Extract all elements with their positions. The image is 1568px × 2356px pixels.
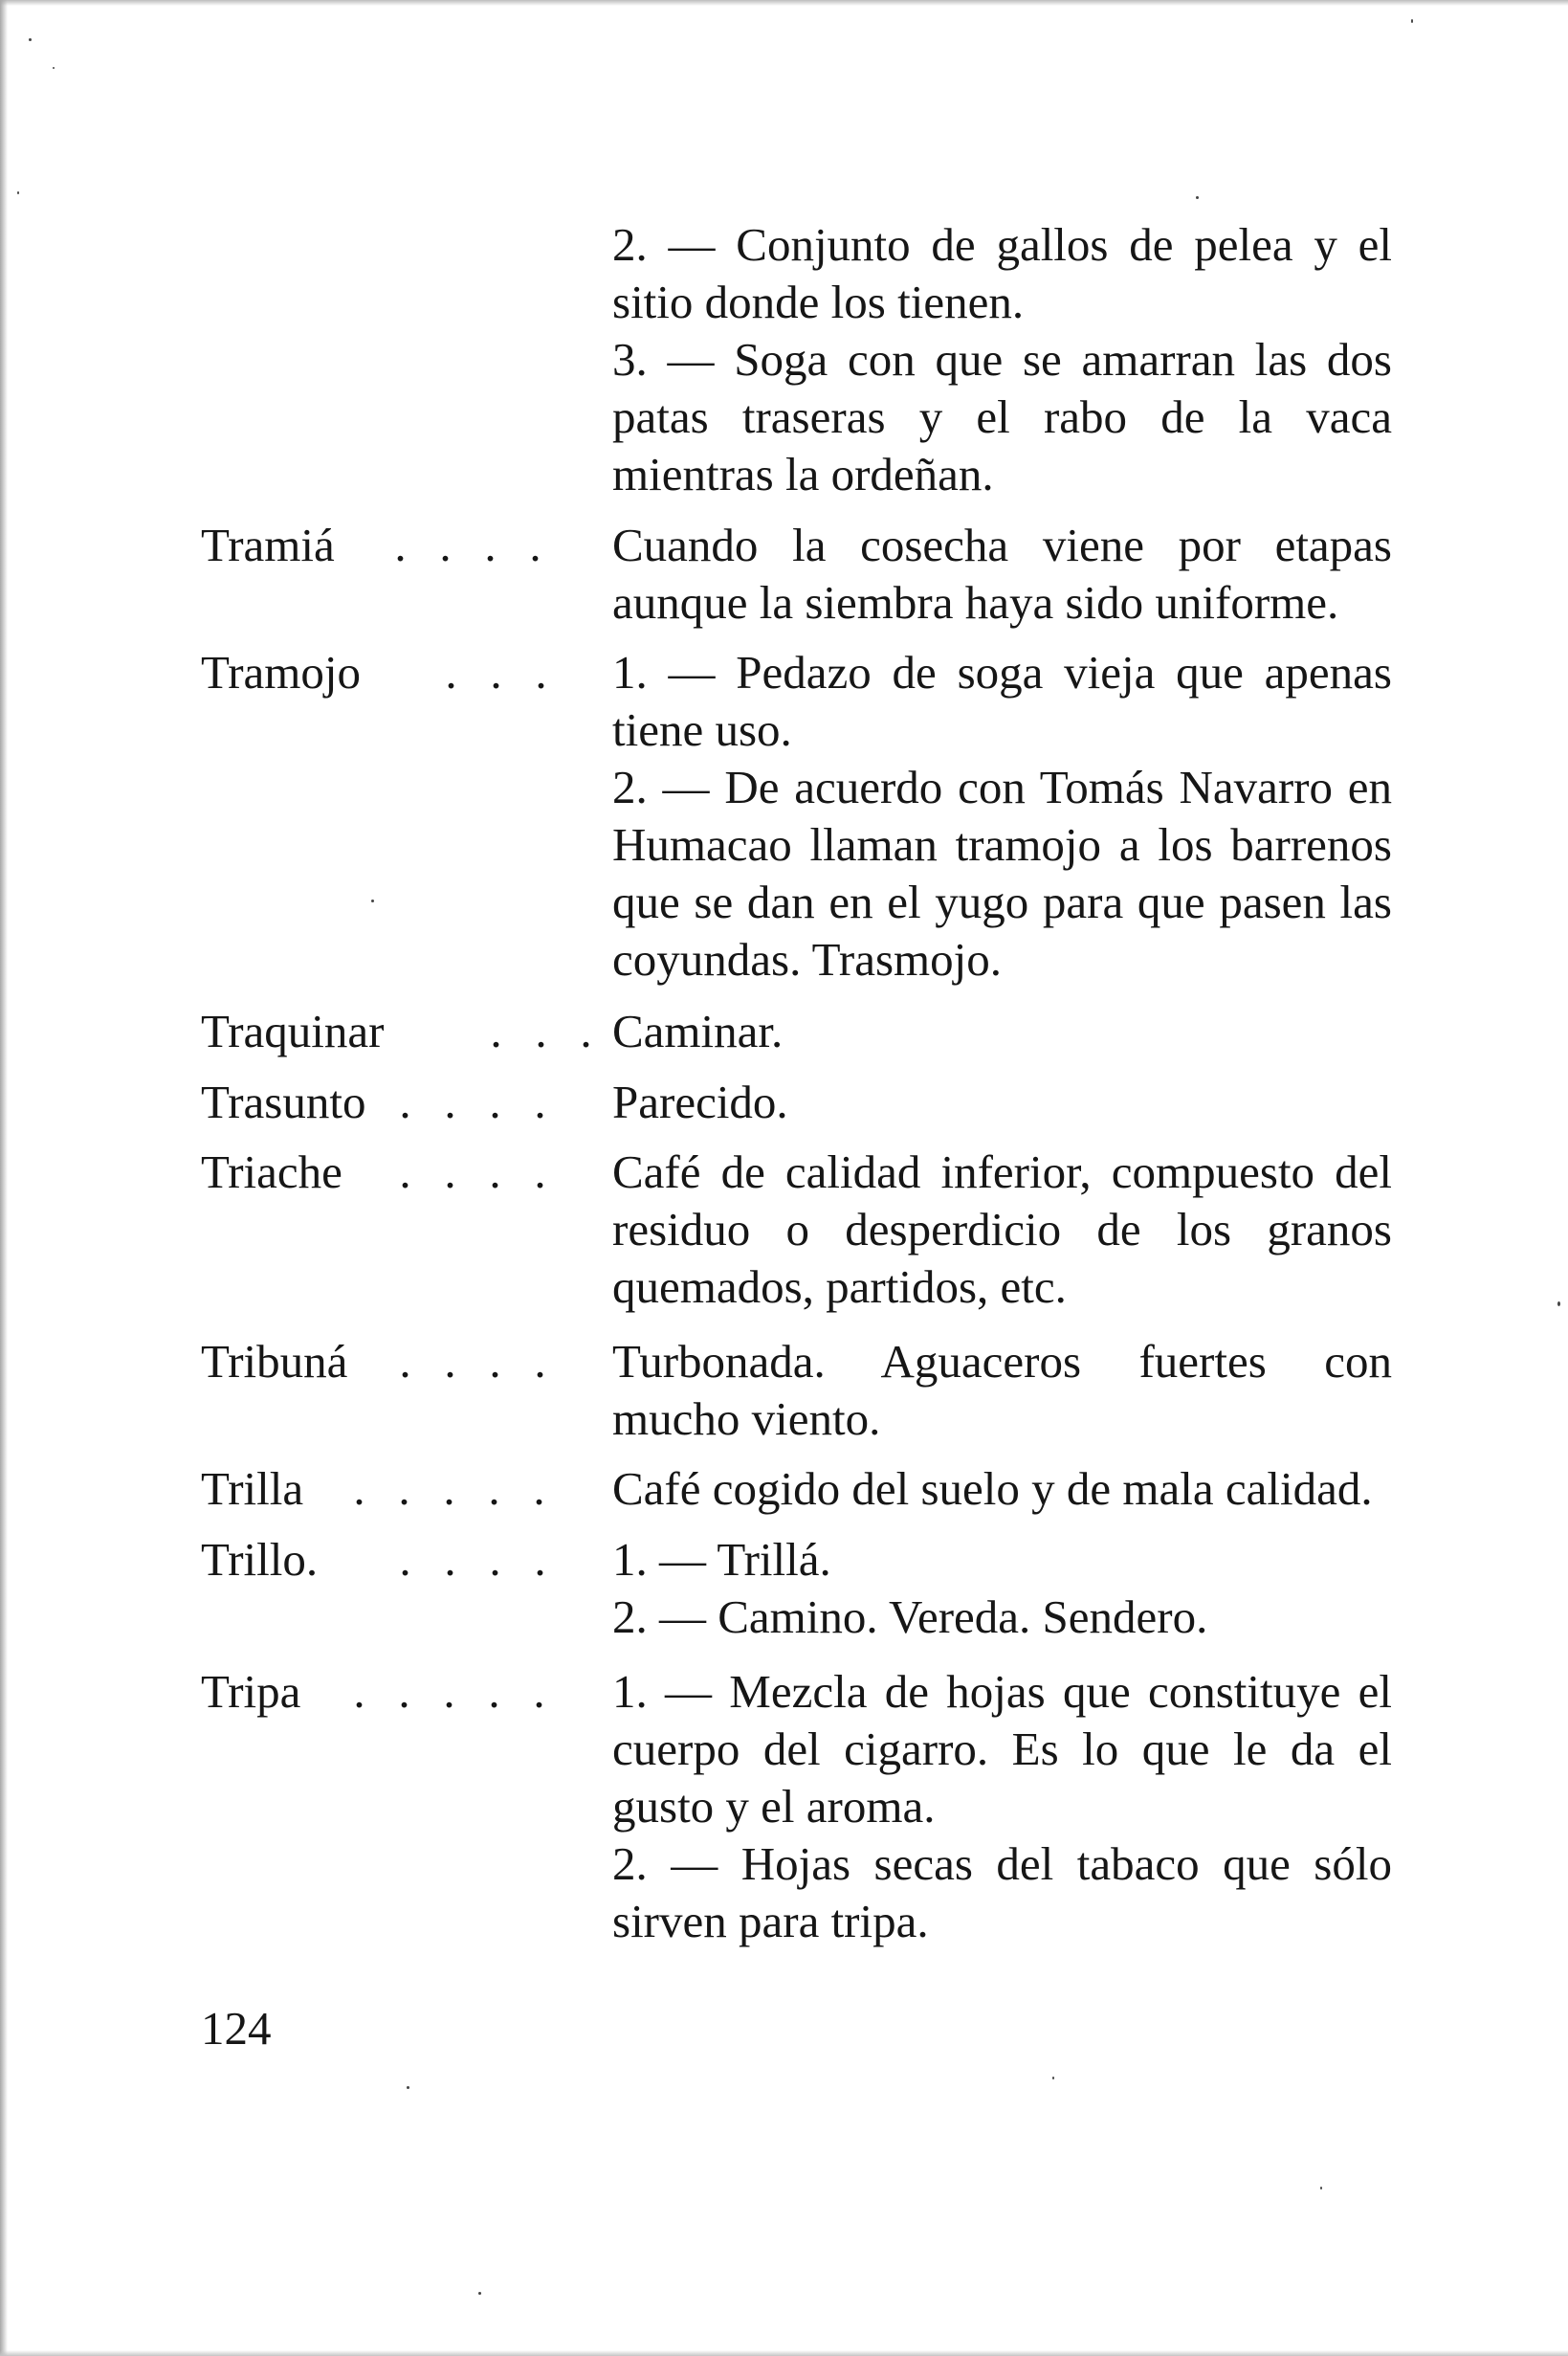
dot-leader: . . . . bbox=[394, 519, 541, 571]
entry-definition: Café de calidad inferior, compuesto del residuo o desperdicio de los granos quemados, partidos, etc. bbox=[612, 1145, 1392, 1313]
dot-leader: . . . . . bbox=[353, 1665, 545, 1718]
scan-speck bbox=[371, 900, 374, 902]
scan-speck bbox=[1320, 2187, 1322, 2189]
entry-definition: Turbonada. Aguaceros fuertes con mucho viento. bbox=[612, 1335, 1392, 1445]
entry-term-tribuna: Tribuná bbox=[201, 1335, 348, 1388]
entry-definition: 1. — Pedazo de soga vieja que apenas tiene uso. bbox=[612, 646, 1392, 756]
scan-speck bbox=[407, 2086, 409, 2089]
scan-speck bbox=[1411, 19, 1413, 23]
entry-term-trasunto: Trasunto bbox=[201, 1076, 366, 1128]
entry-definition: Caminar. bbox=[612, 1005, 784, 1057]
entry-definition: 1. — Trillá. bbox=[612, 1533, 831, 1586]
entry-definition: 2. — Camino. Vereda. Sendero. bbox=[612, 1590, 1208, 1643]
scan-speck bbox=[17, 191, 19, 194]
dot-leader: . . . bbox=[445, 646, 547, 699]
scan-edge-left bbox=[0, 0, 8, 2356]
page-number: 124 bbox=[201, 2002, 272, 2055]
entry-definition: 2. — De acuerdo con Tomás Navarro en Humacao llaman tramojo a los barrenos que se dan en el yugo para que pasen las coyundas. Trasmojo. bbox=[612, 761, 1392, 986]
dot-leader: . . . . bbox=[399, 1145, 546, 1198]
dot-leader: . . . . bbox=[399, 1335, 546, 1388]
scan-edge-bottom bbox=[0, 2350, 1568, 2356]
scan-speck bbox=[478, 2292, 481, 2295]
entry-term-triache: Triache bbox=[201, 1145, 342, 1198]
continuation-definition-2: 2. — Conjunto de gallos de pelea y el sitio donde los tienen. bbox=[612, 218, 1392, 328]
dot-leader: . . . . . bbox=[353, 1462, 545, 1515]
entry-definition: 1. — Mezcla de hojas que constituye el cuerpo del cigarro. Es lo que le da el gusto y el aroma. bbox=[612, 1665, 1392, 1833]
entry-term-tramia: Tramiá bbox=[201, 519, 335, 571]
entry-definition: 2. — Hojas secas del tabaco que sólo sirven para tripa. bbox=[612, 1837, 1392, 1947]
scan-edge-top bbox=[0, 0, 1568, 6]
entry-term-tripa: Tripa bbox=[201, 1665, 301, 1718]
entry-term-traquinar: Traquinar bbox=[201, 1005, 385, 1057]
entry-definition: Cuando la cosecha viene por etapas aunque la siembra haya sido uniforme. bbox=[612, 519, 1392, 629]
entry-term-tramojo: Tramojo bbox=[201, 646, 362, 699]
dot-leader: . . . bbox=[490, 1005, 592, 1057]
scan-speck bbox=[1052, 2077, 1054, 2079]
entry-term-trilla: Trilla bbox=[201, 1462, 304, 1515]
continuation-definition-3: 3. — Soga con que se amarran las dos patas traseras y el rabo de la vaca mientras la ordeñan. bbox=[612, 333, 1392, 500]
scan-speck bbox=[1557, 1301, 1560, 1306]
entry-definition: Café cogido del suelo y de mala calidad. bbox=[612, 1462, 1373, 1515]
scan-speck bbox=[29, 38, 32, 41]
scan-speck bbox=[53, 67, 55, 69]
scan-speck bbox=[1196, 196, 1199, 199]
entry-definition: Parecido. bbox=[612, 1076, 788, 1128]
dot-leader: . . . . bbox=[399, 1076, 546, 1128]
dot-leader: . . . . bbox=[399, 1533, 546, 1586]
entry-term-trillo: Trillo. bbox=[201, 1533, 319, 1586]
